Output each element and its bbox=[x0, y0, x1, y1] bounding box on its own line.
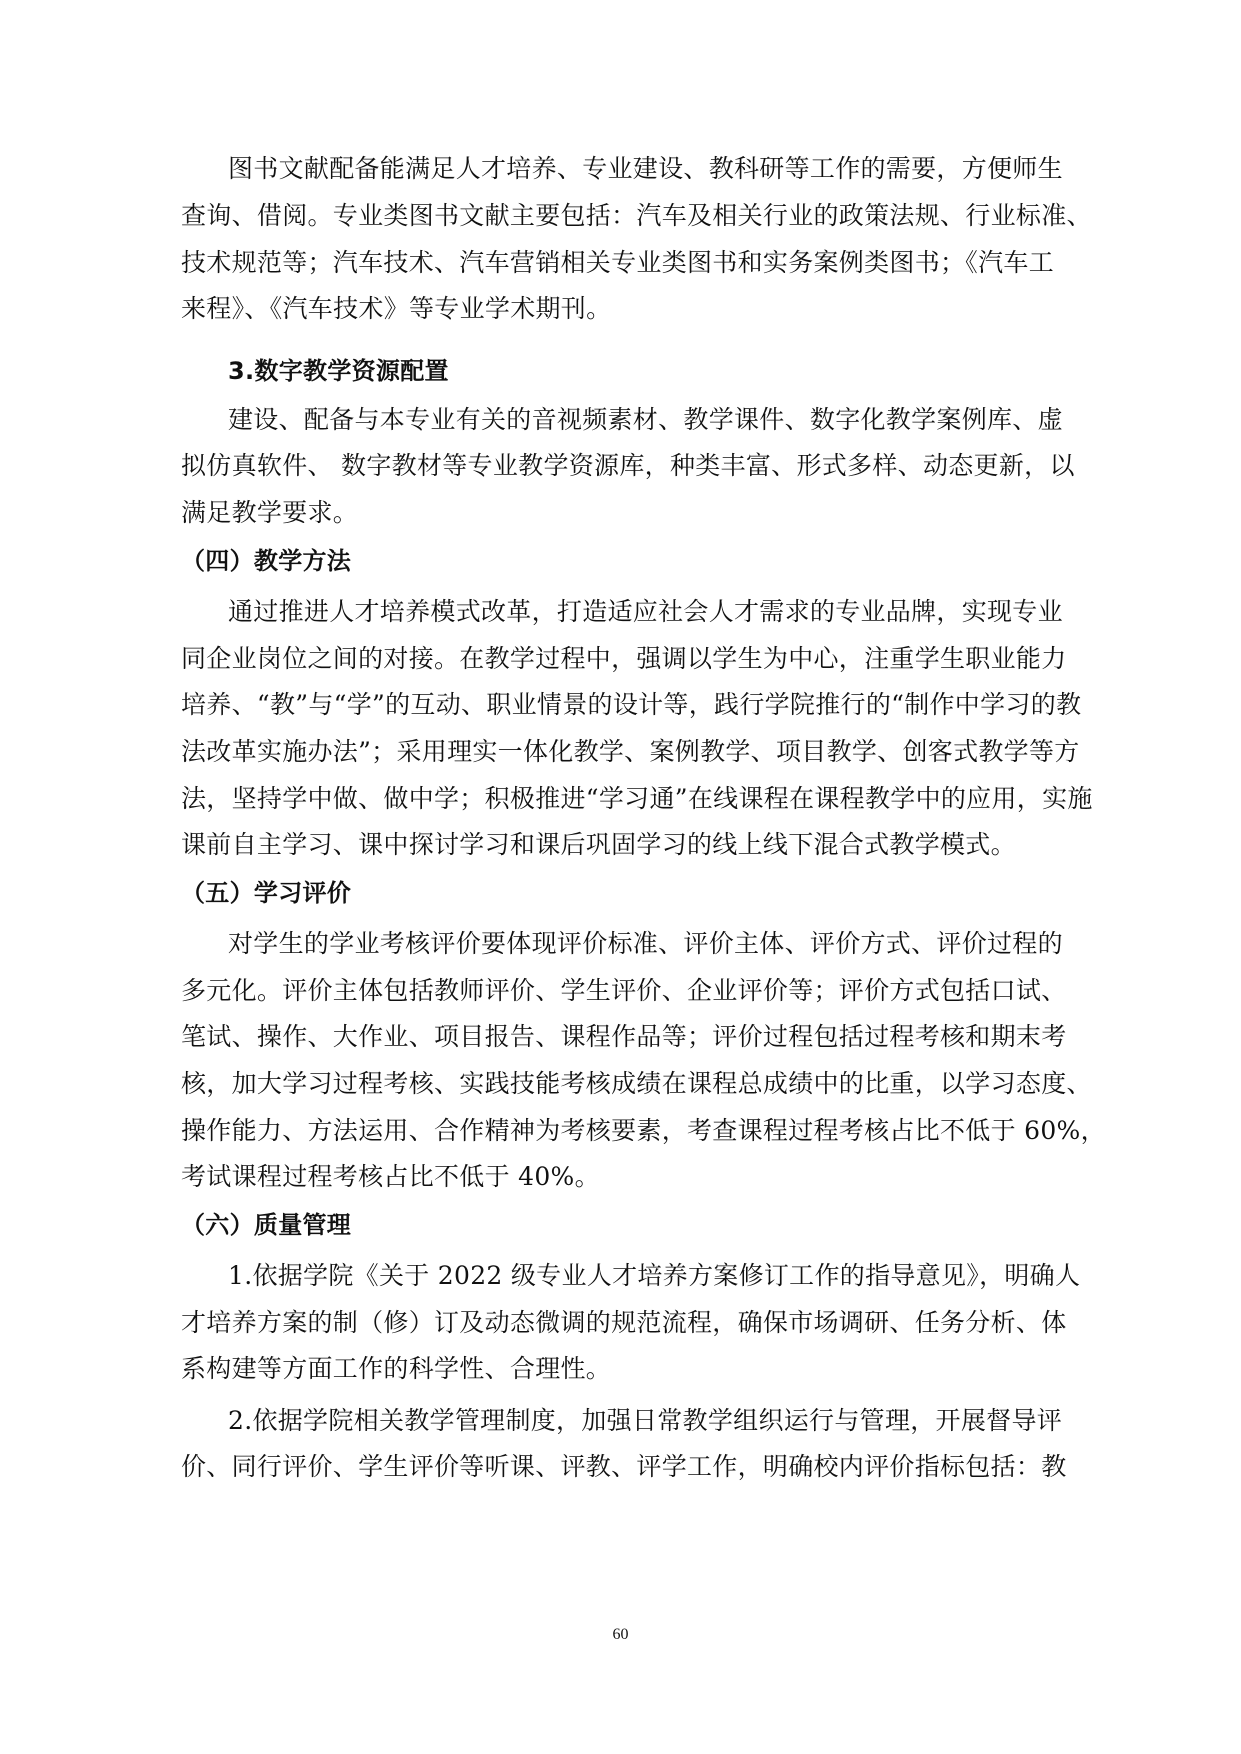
paragraph-methods-line-1: 通过推进人才培养模式改革，打造适应社会人才需求的专业品牌，实现专业 bbox=[228, 597, 1063, 626]
paragraph-quality2-line-2: 价、同行评价、学生评价等听课、评教、评学工作，明确校内评价指标包括：教 bbox=[181, 1452, 1067, 1481]
paragraph-digital-line-2: 拟仿真软件、 数字教材等专业教学资源库，种类丰富、形式多样、动态更新，以 bbox=[181, 451, 1075, 480]
heading-quality-management: （六）质量管理 bbox=[181, 1211, 352, 1239]
paragraph-methods-line-3: 培养、“教”与“学”的互动、职业情景的设计等，践行学院推行的“制作中学习的教 bbox=[181, 690, 1082, 719]
paragraph-evaluation-line-4: 核，加大学习过程考核、实践技能考核成绩在课程总成绩中的比重，以学习态度、 bbox=[181, 1069, 1092, 1098]
paragraph-methods-line-2: 同企业岗位之间的对接。在教学过程中，强调以学生为中心，注重学生职业能力 bbox=[181, 644, 1067, 673]
paragraph-quality1-line-2: 才培养方案的制（修）订及动态微调的规范流程，确保市场调研、任务分析、体 bbox=[181, 1308, 1067, 1337]
paragraph-library-line-2: 查询、借阅。专业类图书文献主要包括：汽车及相关行业的政策法规、行业标准、 bbox=[181, 201, 1092, 230]
paragraph-library-line-1: 图书文献配备能满足人才培养、专业建设、教科研等工作的需要，方便师生 bbox=[228, 154, 1063, 183]
paragraph-quality2-line-1: 2.依据学院相关教学管理制度，加强日常教学组织运行与管理，开展督导评 bbox=[228, 1406, 1063, 1435]
paragraph-evaluation-line-3: 笔试、操作、大作业、项目报告、课程作品等；评价过程包括过程考核和期末考 bbox=[181, 1022, 1067, 1051]
page-number: 60 bbox=[612, 1626, 629, 1643]
paragraph-quality1-line-3: 系构建等方面工作的科学性、合理性。 bbox=[181, 1354, 612, 1383]
paragraph-methods-line-6: 课前自主学习、课中探讨学习和课后巩固学习的线上线下混合式教学模式。 bbox=[181, 830, 1016, 859]
subheading-digital-resources: 3.数字教学资源配置 bbox=[228, 357, 449, 385]
paragraph-methods-line-5: 法，坚持学中做、做中学；积极推进“学习通”在线课程在课程教学中的应用，实施 bbox=[181, 784, 1093, 813]
paragraph-evaluation-line-2: 多元化。评价主体包括教师评价、学生评价、企业评价等；评价方式包括口试、 bbox=[181, 976, 1067, 1005]
heading-learning-evaluation: （五）学习评价 bbox=[181, 879, 352, 907]
paragraph-digital-line-3: 满足教学要求。 bbox=[181, 498, 359, 527]
paragraph-library-line-4: 来程》、《汽车技术》等专业学术期刊。 bbox=[181, 294, 612, 323]
paragraph-quality1-line-1: 1.依据学院《关于 2022 级专业人才培养方案修订工作的指导意见》，明确人 bbox=[228, 1261, 1081, 1290]
paragraph-evaluation-line-5: 操作能力、方法运用、合作精神为考核要素，考查课程过程考核占比不低于 60%， bbox=[181, 1116, 1106, 1145]
paragraph-library-line-3: 技术规范等；汽车技术、汽车营销相关专业类图书和实务案例类图书；《汽车工 bbox=[181, 248, 1055, 277]
paragraph-evaluation-line-6: 考试课程过程考核占比不低于 40%。 bbox=[181, 1162, 600, 1191]
heading-teaching-methods: （四）教学方法 bbox=[181, 547, 352, 575]
paragraph-evaluation-line-1: 对学生的学业考核评价要体现评价标准、评价主体、评价方式、评价过程的 bbox=[228, 929, 1063, 958]
paragraph-methods-line-4: 法改革实施办法”；采用理实一体化教学、案例教学、项目教学、创客式教学等方 bbox=[181, 737, 1080, 766]
paragraph-digital-line-1: 建设、配备与本专业有关的音视频素材、教学课件、数字化教学案例库、虚 bbox=[228, 405, 1063, 434]
